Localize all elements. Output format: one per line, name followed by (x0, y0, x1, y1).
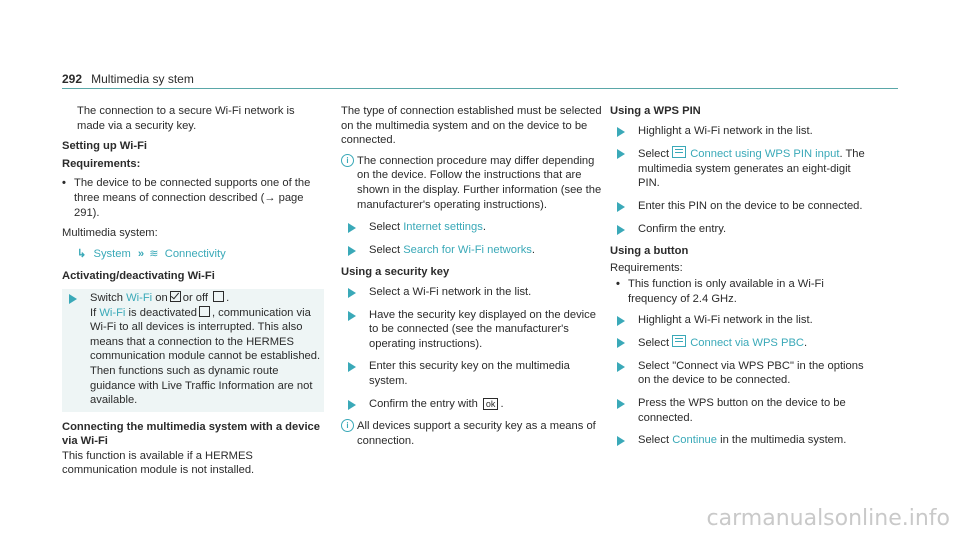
step-text: Highlight a Wi-Fi network in the list. (638, 124, 813, 137)
wps-pin-option[interactable]: Connect using WPS PIN input (690, 148, 840, 161)
step (341, 308, 603, 352)
step-text: . (482, 221, 486, 234)
requirement-text: The device to be connected supports one of the three means of connection described (→ page 291). (74, 177, 311, 219)
step-text: in the multimedia system. (720, 434, 847, 447)
step-arrow-icon (348, 311, 356, 321)
step-text: Confirm the entry. (638, 222, 727, 235)
step (341, 285, 603, 300)
menu-path (77, 247, 324, 262)
step-text: . (531, 243, 535, 256)
step-text: Press the WPS button on the device to be connected. (638, 396, 846, 424)
column-3 (610, 104, 872, 456)
step-arrow-icon (348, 400, 356, 410)
internet-settings-option[interactable]: Internet settings (403, 221, 483, 234)
path-connectivity[interactable]: Connectivity (164, 247, 226, 260)
step-arrow-icon (348, 223, 356, 233)
checkbox-empty-icon (199, 306, 210, 317)
intro-text: The type of connection established must be selected on the multimedia system and on the device to be connected. (341, 105, 602, 147)
ok-button-icon: ok (483, 398, 499, 410)
step-text: . (804, 337, 808, 350)
step-arrow-icon (617, 399, 625, 409)
connect-heading: Connecting the multimedia system with a device via Wi-Fi (62, 420, 320, 448)
step-arrow-icon (348, 288, 356, 298)
step-text: or off (182, 291, 209, 304)
info-icon: i (341, 419, 354, 432)
path-system[interactable]: System (93, 247, 131, 260)
step-text: Select (638, 434, 670, 447)
step (610, 433, 872, 448)
security-key-heading: Using a security key (341, 266, 450, 279)
step-text: Switch (90, 291, 123, 304)
step (610, 146, 872, 191)
step (610, 124, 872, 139)
requirement-item (616, 277, 872, 306)
continue-option[interactable]: Continue (672, 434, 717, 447)
activate-heading: Activating/deactivating Wi-Fi (62, 270, 215, 283)
step (610, 222, 872, 237)
step-arrow-icon (617, 362, 625, 372)
note-text: The connection procedure may differ depending on the device. Follow the instructions that are shown in the display. Further information (see the manufacturer's operating instructions). (357, 154, 602, 211)
page-header (62, 72, 898, 86)
page-number: 292 (62, 72, 83, 86)
column-1 (62, 104, 324, 484)
wifi-icon: ≋ (149, 247, 159, 260)
step-arrow-icon (348, 246, 356, 256)
step-arrow-icon (617, 225, 625, 235)
return-arrow-icon: ↳ (77, 247, 87, 260)
step-text: Have the security key displayed on the device to be connected (see the manufacturer's operating instructions). (369, 308, 596, 350)
step-arrow-icon (617, 149, 625, 159)
step-arrow-icon (617, 202, 625, 212)
menu-icon (672, 335, 686, 347)
requirement-text: This function is only available in a Wi-Fi frequency of 2.4 GHz. (628, 278, 824, 305)
wps-pbc-option[interactable]: Connect via WPS PBC (690, 337, 804, 350)
step-text: Highlight a Wi-Fi network in the list. (638, 313, 813, 326)
step (610, 396, 872, 425)
intro-text: The connection to a secure Wi-Fi network is made via a security key. (77, 105, 295, 132)
step-text: . (226, 291, 230, 304)
section-title: Multimedia sy stem (91, 72, 194, 86)
setup-heading: Setting up Wi-Fi (62, 140, 148, 153)
requirement-item (62, 176, 324, 220)
wifi-option[interactable]: Wi-Fi (126, 291, 153, 304)
step-arrow-icon (617, 436, 625, 446)
step (341, 220, 603, 235)
wifi-option[interactable]: Wi-Fi (99, 306, 126, 319)
step-text: Confirm the entry with (369, 397, 478, 410)
requirements-label: Requirements: (610, 261, 683, 274)
step-text: Enter this PIN on the device to be connected. (638, 199, 863, 212)
step (610, 335, 872, 351)
step-text: Select a Wi-Fi network in the list. (369, 285, 532, 298)
step-text: Select (369, 221, 401, 234)
connect-text: This function is available if a HERMES communication module is not installed. (62, 449, 255, 477)
note (341, 154, 603, 212)
step-text: If (90, 306, 97, 319)
step-arrow-icon (348, 362, 356, 372)
requirements-heading: Requirements: (62, 157, 141, 170)
note-text: All devices support a security key as a means of connection. (357, 420, 596, 447)
step-text: . The multimedia system generates an eight-digit PIN. (638, 148, 865, 190)
step-arrow-icon (69, 294, 77, 304)
watermark: carmanualsonline.info (706, 506, 950, 532)
search-networks-option[interactable]: Search for Wi-Fi networks (403, 243, 532, 256)
step-text: Select "Connect via WPS PBC" in the options on the device to be connected. (638, 359, 864, 387)
step-text: , communication via Wi-Fi to all devices is interrupted. This also means that a connection to the HERMES communication module cannot be established. Then functions such as dynamic route guidance with Live Traffic Information are not available. (90, 306, 321, 407)
step-text: Select (369, 243, 401, 256)
step-text: Select (638, 148, 670, 161)
menu-icon (672, 146, 686, 158)
step (341, 243, 603, 258)
step-arrow-icon (617, 338, 625, 348)
info-icon: i (341, 154, 354, 167)
double-chevron-icon: » (137, 247, 143, 260)
checkbox-empty-icon (213, 291, 224, 302)
bullet-icon: • (616, 278, 620, 291)
header-rule (62, 88, 898, 89)
step-text: . (500, 397, 504, 410)
column-2 (341, 104, 603, 456)
step-arrow-icon (617, 127, 625, 137)
step (610, 313, 872, 328)
checkbox-checked-icon (170, 291, 181, 302)
bullet-icon: • (62, 177, 66, 190)
step-arrow-icon (617, 316, 625, 326)
step (341, 397, 603, 412)
ms-label: Multimedia system: (62, 227, 158, 240)
wps-pin-heading: Using a WPS PIN (610, 105, 701, 117)
button-heading: Using a button (610, 245, 689, 258)
step (610, 359, 872, 388)
step-text: Select (638, 337, 670, 350)
step (341, 359, 603, 388)
step-text: on (155, 291, 168, 304)
step-text: is deactivated (128, 306, 197, 319)
step-text: Enter this security key on the multimedia system. (369, 360, 570, 387)
step (610, 199, 872, 214)
wifi-toggle-step (62, 289, 324, 412)
note (341, 419, 603, 448)
